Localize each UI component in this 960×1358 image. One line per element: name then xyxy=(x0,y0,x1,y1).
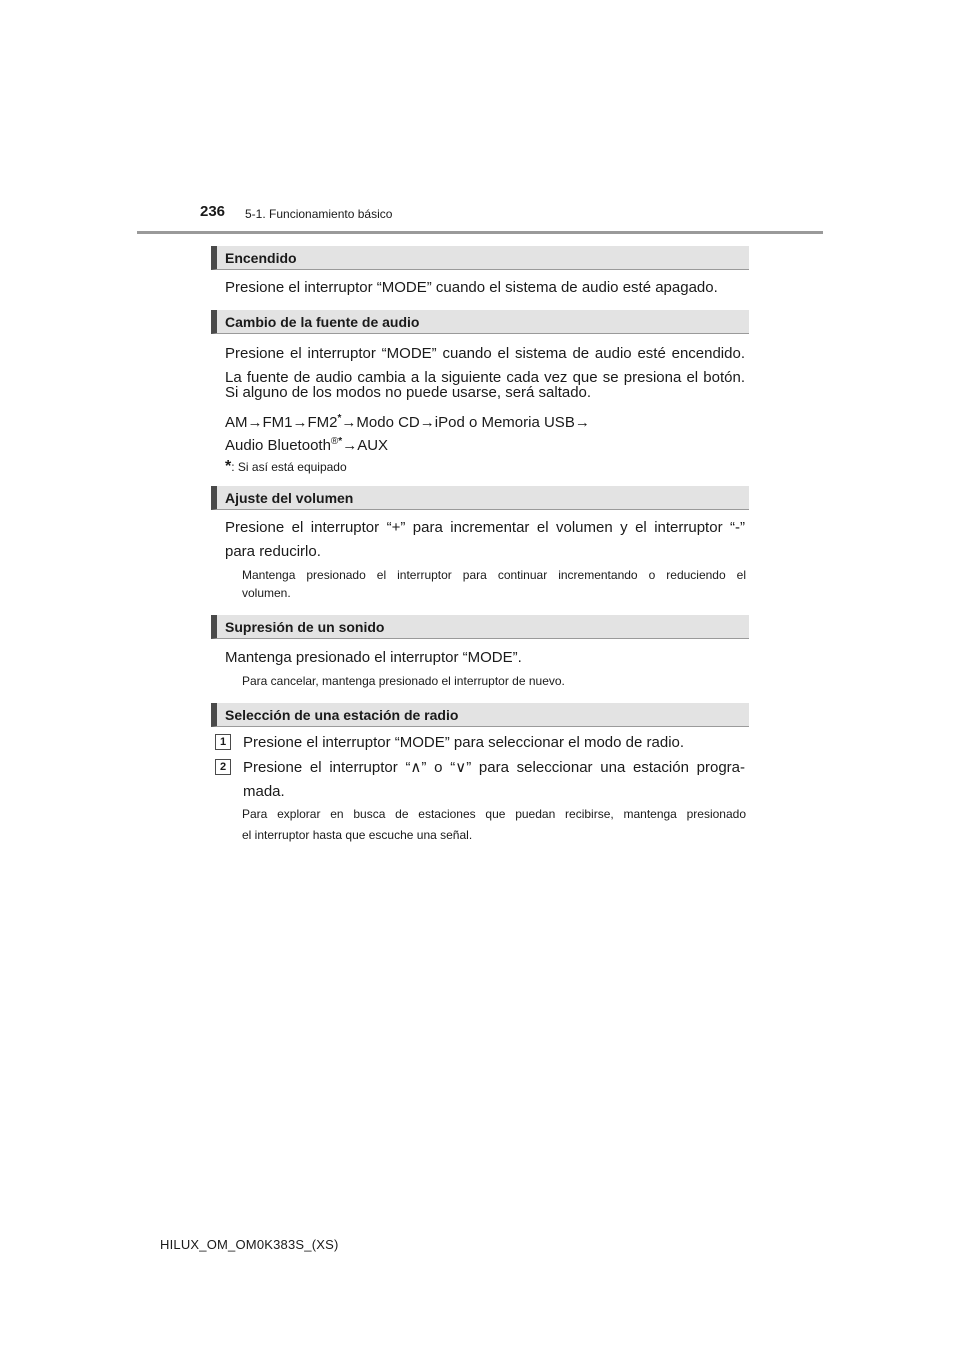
note-volumen-line2: volumen. xyxy=(242,586,291,600)
arrow-icon: → xyxy=(247,414,263,431)
footnote xyxy=(225,456,729,478)
paragraph-volumen-line1: Presione el interruptor “+” para incrementar el volumen y el interruptor “-” xyxy=(225,519,745,536)
arrow-icon: → xyxy=(419,414,435,431)
paragraph-fuente-line1: Presione el interruptor “MODE” cuando el sistema de audio esté encendido. xyxy=(225,345,745,362)
section-title: Ajuste del volumen xyxy=(225,490,354,506)
footnote-text: : Si así está equipado xyxy=(231,460,347,474)
note-volumen-line1: Mantenga presionado el interruptor para continuar incrementando o reduciendo el xyxy=(242,568,746,582)
asterisk-icon: * xyxy=(337,413,342,424)
source-ipod-usb: iPod o Memoria USB xyxy=(434,414,575,431)
source-fm2: FM2 xyxy=(307,414,338,431)
section-heading-encendido xyxy=(211,246,749,270)
source-sequence-line2 xyxy=(225,430,745,458)
section-heading-fuente-audio xyxy=(211,310,749,334)
asterisk-icon: * xyxy=(225,458,232,475)
registered-mark: ® xyxy=(330,436,339,447)
note-radio-line1: Para explorar en busca de estaciones que puedan recibirse, mantenga presionado xyxy=(242,807,746,821)
document-code: HILUX_OM_OM0K383S_(XS) xyxy=(160,1237,339,1252)
source-bluetooth: Audio Bluetooth xyxy=(225,437,331,454)
step-number-2: 2 xyxy=(215,759,231,775)
paragraph-supresion: Mantenga presionado el interruptor “MODE”. xyxy=(225,649,522,666)
section-title: Supresión de un sonido xyxy=(225,619,385,635)
arrow-icon: → xyxy=(341,414,357,431)
section-title: Selección de una estación de radio xyxy=(225,707,459,723)
arrow-icon: → xyxy=(292,414,308,431)
note-radio-line2: el interruptor hasta que escuche una señal. xyxy=(242,828,473,842)
section-title: Cambio de la fuente de audio xyxy=(225,314,420,330)
asterisk-icon: * xyxy=(338,436,343,447)
paragraph-volumen-line2: para reducirlo. xyxy=(225,543,321,560)
section-title: Encendido xyxy=(225,250,297,266)
source-aux: AUX xyxy=(357,437,389,454)
step-2-text-line1: Presione el interruptor “∧” o “∨” para seleccionar una estación progra- xyxy=(243,759,745,776)
step-number-1: 1 xyxy=(215,734,231,750)
step-1-text: Presione el interruptor “MODE” para seleccionar el modo de radio. xyxy=(243,734,685,751)
source-cd: Modo CD xyxy=(356,414,420,431)
section-heading-supresion xyxy=(211,615,749,639)
source-fm1: FM1 xyxy=(262,414,293,431)
page-number: 236 xyxy=(200,203,226,220)
section-heading-volumen xyxy=(211,486,749,510)
paragraph-encendido: Presione el interruptor “MODE” cuando el sistema de audio esté apagado. xyxy=(225,279,718,296)
chapter-title: 5-1. Funcionamiento básico xyxy=(245,207,393,221)
arrow-icon: → xyxy=(342,437,358,454)
header-divider xyxy=(137,231,823,234)
section-heading-radio xyxy=(211,703,749,727)
step-2-text-line2: mada. xyxy=(243,783,285,800)
paragraph-fuente-line2: La fuente de audio cambia a la siguiente cada vez que se presiona el botón. xyxy=(225,369,745,386)
paragraph-fuente-line3: Si alguno de los modos no puede usarse, será saltado. xyxy=(225,384,592,401)
note-supresion: Para cancelar, mantenga presionado el interruptor de nuevo. xyxy=(242,674,565,688)
source-am: AM xyxy=(225,414,248,431)
arrow-icon: → xyxy=(574,414,590,431)
